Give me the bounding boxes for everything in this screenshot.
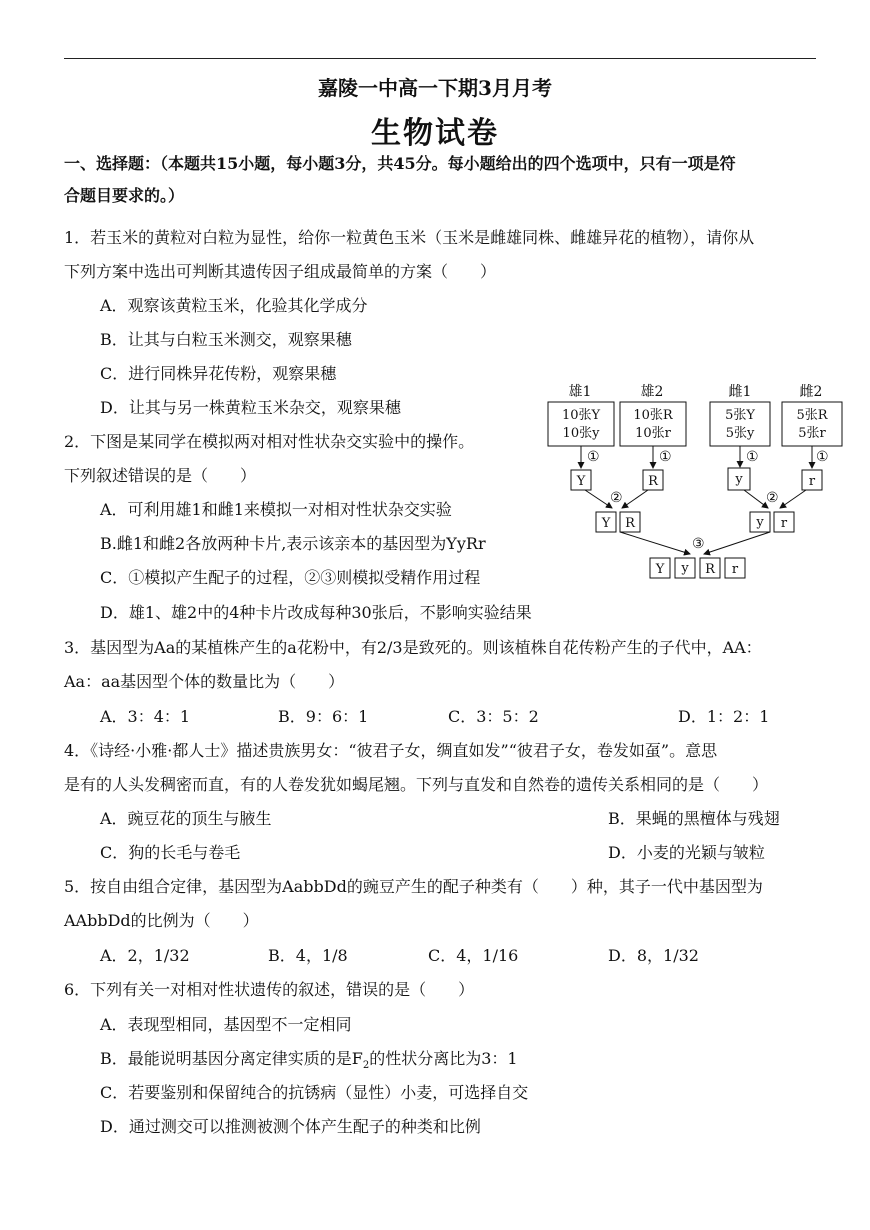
final-1: Y <box>655 562 665 577</box>
q5-option-a: A．2，1/32 <box>100 946 190 965</box>
q1-option-a: A．观察该黄粒玉米，化验其化学成分 <box>100 296 368 315</box>
label-female2: 雌2 <box>799 384 823 400</box>
exam-title: 嘉陵一中高一下期3月月考 <box>318 76 552 100</box>
q5-stem-line2: AAbbDd的比例为（ ） <box>64 911 259 930</box>
q3-stem-line2: Aa：aa基因型个体的数量比为（ ） <box>64 672 345 691</box>
q6-option-a: A．表现型相同，基因型不一定相同 <box>100 1015 352 1034</box>
arrow-3b <box>704 532 770 554</box>
box3-line1: 5张Y <box>725 408 755 423</box>
q6-option-b-post: 的性状分离比为3：1 <box>369 1049 518 1068</box>
arrow-2d <box>780 490 806 508</box>
pick-4: r <box>808 474 816 489</box>
q4-stem-line2: 是有的人头发稠密而直，有的人卷发犹如蝎尾翘。下列与直发和自然卷的遗传关系相同的是（ ） <box>64 775 769 794</box>
arrow-2c <box>744 490 768 508</box>
q6-option-b-pre: B．最能说明基因分离定律实质的是F <box>100 1049 363 1068</box>
simulation-diagram <box>540 378 860 588</box>
section-title-line1: 一、选择题：（本题共15小题，每小题3分，共45分。每小题给出的四个选项中，只有一项是符 <box>64 154 736 173</box>
box3-line2: 5张y <box>725 426 755 441</box>
step1-marker-b: ① <box>659 449 672 465</box>
arrow-3a <box>620 532 690 554</box>
q2-option-d: D．雄1、雄2中的4种卡片改成每种30张后，不影响实验结果 <box>100 603 532 622</box>
step1-marker-d: ① <box>816 449 829 465</box>
q6-stem: 6．下列有关一对相对性状遗传的叙述，错误的是（ ） <box>64 980 475 999</box>
box2-line2: 10张r <box>635 426 671 441</box>
pick-2: R <box>648 474 658 489</box>
q4-option-a: A．豌豆花的顶生与腋生 <box>100 809 272 828</box>
q4-option-d: D．小麦的光颖与皱粒 <box>608 843 765 862</box>
q1-option-c: C．进行同株异花传粉，观察果穗 <box>100 364 337 383</box>
q4-stem-line1: 4．《诗经·小雅·都人士》描述贵族男女：“彼君子女，绸直如发”“彼君子女，卷发如虿”。意思 <box>64 741 718 760</box>
q3-option-c: C．3：5：2 <box>448 707 539 726</box>
q3-option-a: A．3：4：1 <box>100 707 191 726</box>
combo-left-1: Y <box>601 516 611 531</box>
pick-3: y <box>735 472 743 487</box>
label-female1: 雌1 <box>728 384 752 400</box>
q2-stem-line1: 2．下图是某同学在模拟两对相对性状杂交实验中的操作。 <box>64 432 475 451</box>
q6-option-c: C．若要鉴别和保留纯合的抗锈病（显性）小麦，可选择自交 <box>100 1083 529 1102</box>
step2-marker-left: ② <box>610 490 623 506</box>
q4-option-c: C．狗的长毛与卷毛 <box>100 843 241 862</box>
final-3: R <box>705 562 715 577</box>
box1-line1: 10张Y <box>561 408 601 423</box>
q2-stem-line2: 下列叙述错误的是（ ） <box>64 466 257 485</box>
box4-line2: 5张r <box>798 426 826 441</box>
q2-option-c: C．①模拟产生配子的过程，②③则模拟受精作用过程 <box>100 568 481 587</box>
box4-line1: 5张R <box>796 408 828 423</box>
q3-stem-line1: 3．基因型为Aa的某植株产生的a花粉中，有2/3是致死的。则该植株自花传粉产生的子代中，AA： <box>64 638 762 657</box>
q5-option-d: D．8，1/32 <box>608 946 699 965</box>
q6-option-d: D．通过测交可以推测被测个体产生配子的种类和比例 <box>100 1117 481 1136</box>
q5-option-b: B．4，1/8 <box>268 946 348 965</box>
q6-option-b-sub: 2 <box>362 1060 370 1072</box>
final-2: y <box>681 561 689 576</box>
q2-option-b: B.雌1和雌2各放两种卡片,表示该亲本的基因型为YyRr <box>100 534 486 553</box>
q1-option-d: D．让其与另一株黄粒玉米杂交，观察果穗 <box>100 398 401 417</box>
step2-marker-right: ② <box>766 490 779 506</box>
q3-option-d: D．1：2：1 <box>678 707 770 726</box>
q4-option-b: B．果蝇的黑檀体与残翅 <box>608 809 780 828</box>
combo-right-2: r <box>780 516 788 531</box>
arrow-2a <box>585 490 612 508</box>
box1-line2: 10张y <box>562 426 600 441</box>
q1-stem-line2: 下列方案中选出可判断其遗传因子组成最简单的方案（ ） <box>64 262 497 281</box>
final-4: r <box>731 562 739 577</box>
arrow-2b <box>622 490 648 508</box>
pick-1: Y <box>576 474 586 489</box>
q1-option-b: B．让其与白粒玉米测交，观察果穗 <box>100 330 352 349</box>
header-rule <box>64 58 816 59</box>
q1-stem-line1: 1．若玉米的黄粒对白粒为显性，给你一粒黄色玉米（玉米是雌雄同株、雌雄异花的植物），请你从 <box>64 228 755 247</box>
combo-right-1: y <box>756 515 764 530</box>
q5-option-c: C．4，1/16 <box>428 946 519 965</box>
section-title-line2: 合题目要求的。） <box>64 186 185 205</box>
combo-left-2: R <box>625 516 635 531</box>
q2-option-a: A．可利用雄1和雌1来模拟一对相对性状杂交实验 <box>100 500 452 519</box>
step3-marker: ③ <box>692 536 705 552</box>
q5-stem-line1: 5．按自由组合定律，基因型为AabbDd的豌豆产生的配子种类有（ ）种，其子一代中基因型为 <box>64 877 763 896</box>
subject-title: 生物试卷 <box>371 116 499 151</box>
step1-marker-c: ① <box>746 449 759 465</box>
q3-option-b: B．9：6：1 <box>278 707 369 726</box>
q6-option-b <box>100 1049 518 1076</box>
label-male1: 雄1 <box>568 384 592 400</box>
label-male2: 雄2 <box>640 384 664 400</box>
step1-marker-a: ① <box>587 449 600 465</box>
box2-line1: 10张R <box>633 408 673 423</box>
